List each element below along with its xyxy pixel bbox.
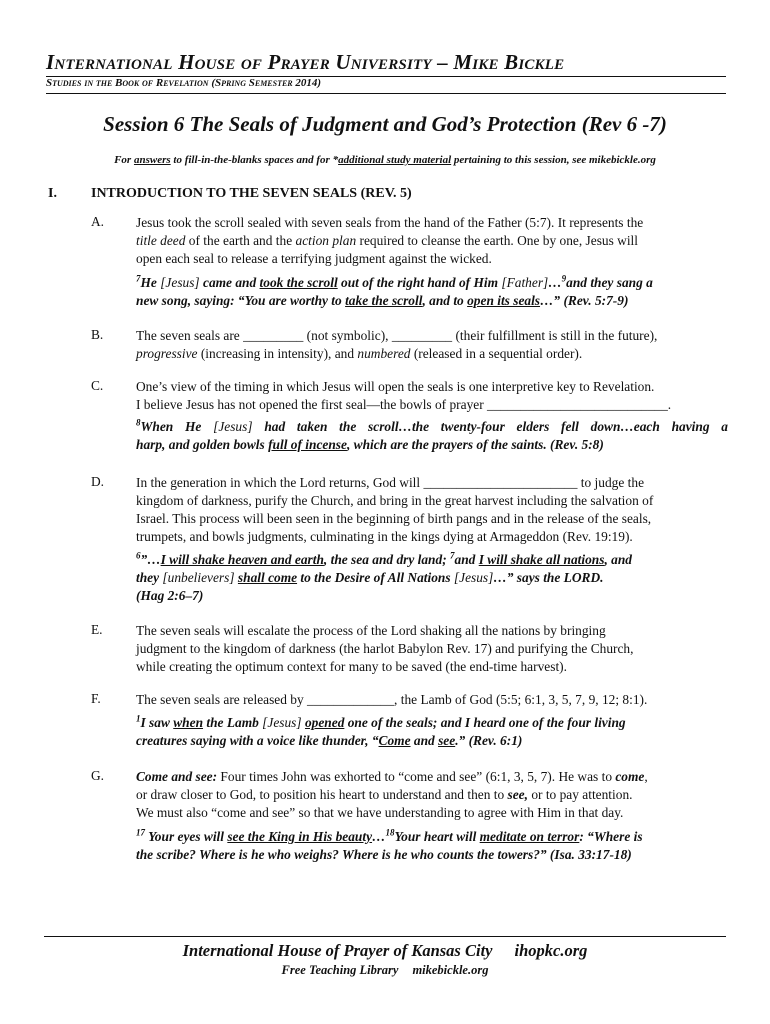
item-letter-b: B. (91, 327, 104, 342)
item-letter-d: D. (91, 474, 105, 489)
footer-library: Free Teaching Library mikebickle.org (281, 963, 489, 977)
item-letter-a: A. (91, 214, 105, 229)
item-e-text: The seven seals will escalate the process of the Lord shaking all the nations by bringing judgment to the kingdom of darkness (the harlot Babylon Rev. 17) and purifying the Church, while creating the optimum context for many to be saved (the end-time harvest). (136, 623, 634, 674)
item-letter-g: G. (91, 768, 105, 783)
item-g-quote: $^{17}$ Your eyes will see the King in His beauty…$^{18}$Your heart will meditate on terror: “Where is the scribe? Where is he who weighs? Where is he who counts the towers?” (Isa. 33:17-18) (136, 827, 643, 862)
item-f-text: The seven seals are released by _____________, the Lamb of God (5:5; 6:1, 3, 5, 7, 9, 12; 8:1). (136, 692, 648, 707)
header-title: International House of Prayer University – Mike Bickle (46, 50, 565, 74)
item-d-quote: $^6$”…I will shake heaven and earth, the sea and dry land; $^7$and I will shake all nations, and they [unbelievers] shall come to the Desire of All Nations [Jesus]…” says the LORD. (Hag 2:6–7) (136, 550, 633, 603)
section-number: I. (48, 186, 57, 201)
item-b-text: The seven seals are _________ (not symbolic), _________ (their fulfillment is still in the future), progressive (increasing in intensity), and numbered (released in a sequential order). (136, 328, 658, 361)
footer-rule (44, 936, 726, 937)
answers-note: For answers to fill-in-the-blanks spaces and for *additional study material pertaining to this session, see mikebickle.org (114, 154, 656, 166)
item-c-quote: $^8$When He [Jesus] had taken the scroll…the twenty-four elders fell down…each having a harp, and golden bowls full of incense, which are the prayers of the saints. (Rev. 5:8) (136, 417, 728, 452)
section-title: INTRODUCTION TO THE SEVEN SEALS (REV. 5) (91, 186, 412, 201)
header-rule-2 (46, 93, 726, 94)
item-g-text: Come and see: Four times John was exhorted to “come and see” (6:1, 3, 5, 7). He was to come, or draw closer to God, to position his heart to understand and then to see, or to pay attention. We must also “come and see” so that we have understanding to agree with Him in that day. (136, 769, 648, 820)
item-d-text: In the generation in which the Lord returns, God will _______________________ to judge the kingdom of darkness, purify the Church, and bring in the great harvest including the salvation of Israel. This process will been seen in the beginning of birth pangs and in the release of the seals, trumpets, and bowls judgments, culminating in the kings dying at Armageddon (Rev. 19:19). (136, 475, 654, 544)
item-a-quote: $^7$He [Jesus] came and took the scroll out of the right hand of Him [Father]…$^9$and they sang a new song, saying: “You are worthy to take the scroll, and to open its seals…” (Rev. 5:7-9) (136, 273, 653, 308)
item-a-text: Jesus took the scroll sealed with seven seals from the hand of the Father (5:7). It represents the title deed of the earth and the action plan required to cleanse the earth. One by one, Jesus will open each seal to release a terrifying judgment against the wicked. (136, 215, 644, 266)
header-subtitle: Studies in the Book of Revelation (Spring Semester 2014) (46, 77, 322, 89)
item-letter-e: E. (91, 622, 103, 637)
item-f-quote: $^1$I saw when the Lamb [Jesus] opened one of the seals; and I heard one of the four living creatures saying with a voice like thunder, “Come and see.” (Rev. 6:1) (136, 713, 626, 748)
footer-org: International House of Prayer of Kansas City ihopkc.org (182, 941, 588, 960)
item-letter-c: C. (91, 378, 104, 393)
item-c-text: One’s view of the timing in which Jesus will open the seals is one interpretive key to Revelation. I believe Jesus has not opened the first seal—the bowls of prayer ___________________________. (136, 379, 672, 412)
session-title: Session 6 The Seals of Judgment and God’s Protection (Rev 6 -7) (103, 112, 667, 136)
item-letter-f: F. (91, 691, 101, 706)
